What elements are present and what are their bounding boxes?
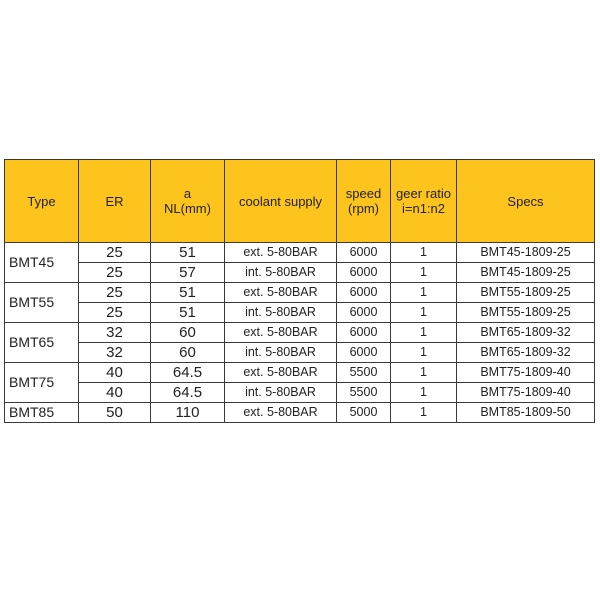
spec-table xyxy=(4,159,595,423)
coolant-cell: int. 5-80BAR xyxy=(225,343,337,363)
nl-cell: 51 xyxy=(151,243,225,263)
er-cell: 32 xyxy=(79,323,151,343)
specs-cell: BMT75-1809-40 xyxy=(457,383,595,403)
header-nl-line2: NL(mm) xyxy=(164,201,211,216)
ratio-cell: 1 xyxy=(391,363,457,383)
header-speed-line2: (rpm) xyxy=(347,201,380,216)
specs-cell: BMT85-1809-50 xyxy=(457,403,595,423)
specs-cell: BMT45-1809-25 xyxy=(457,263,595,283)
speed-cell: 6000 xyxy=(337,323,391,343)
speed-cell: 6000 xyxy=(337,303,391,323)
nl-cell: 64.5 xyxy=(151,383,225,403)
ratio-cell: 1 xyxy=(391,383,457,403)
header-speed-line1: speed xyxy=(345,186,382,201)
coolant-cell: int. 5-80BAR xyxy=(225,303,337,323)
nl-cell: 57 xyxy=(151,263,225,283)
er-cell: 25 xyxy=(79,283,151,303)
er-cell: 40 xyxy=(79,383,151,403)
type-cell: BMT75 xyxy=(5,363,79,403)
speed-cell: 6000 xyxy=(337,283,391,303)
nl-cell: 64.5 xyxy=(151,363,225,383)
header-nl xyxy=(151,160,225,243)
coolant-cell: ext. 5-80BAR xyxy=(225,243,337,263)
table-row xyxy=(5,383,595,403)
specs-cell: BMT55-1809-25 xyxy=(457,283,595,303)
speed-cell: 5000 xyxy=(337,403,391,423)
coolant-cell: ext. 5-80BAR xyxy=(225,363,337,383)
table-row xyxy=(5,303,595,323)
ratio-cell: 1 xyxy=(391,323,457,343)
header-nl-line1: a xyxy=(183,186,192,201)
nl-cell: 51 xyxy=(151,283,225,303)
type-cell: BMT85 xyxy=(5,403,79,423)
nl-cell: 51 xyxy=(151,303,225,323)
table-row xyxy=(5,263,595,283)
er-cell: 50 xyxy=(79,403,151,423)
header-coolant: coolant supply xyxy=(225,160,337,243)
type-cell: BMT55 xyxy=(5,283,79,323)
er-cell: 25 xyxy=(79,263,151,283)
header-speed xyxy=(337,160,391,243)
er-cell: 32 xyxy=(79,343,151,363)
table-row xyxy=(5,243,595,263)
coolant-cell: int. 5-80BAR xyxy=(225,263,337,283)
er-cell: 25 xyxy=(79,303,151,323)
header-ratio-line2: i=n1:n2 xyxy=(401,201,445,216)
header-ratio xyxy=(391,160,457,243)
type-cell: BMT45 xyxy=(5,243,79,283)
speed-cell: 6000 xyxy=(337,263,391,283)
table-row xyxy=(5,343,595,363)
speed-cell: 6000 xyxy=(337,243,391,263)
table-row xyxy=(5,323,595,343)
specs-cell: BMT75-1809-40 xyxy=(457,363,595,383)
header-type: Type xyxy=(5,160,79,243)
speed-cell: 5500 xyxy=(337,383,391,403)
table-row xyxy=(5,363,595,383)
specs-cell: BMT45-1809-25 xyxy=(457,243,595,263)
table-row xyxy=(5,283,595,303)
coolant-cell: ext. 5-80BAR xyxy=(225,283,337,303)
table-row xyxy=(5,403,595,423)
ratio-cell: 1 xyxy=(391,343,457,363)
specs-cell: BMT65-1809-32 xyxy=(457,323,595,343)
coolant-cell: ext. 5-80BAR xyxy=(225,323,337,343)
ratio-cell: 1 xyxy=(391,303,457,323)
ratio-cell: 1 xyxy=(391,263,457,283)
header-er: ER xyxy=(79,160,151,243)
nl-cell: 110 xyxy=(151,403,225,423)
specs-cell: BMT55-1809-25 xyxy=(457,303,595,323)
coolant-cell: int. 5-80BAR xyxy=(225,383,337,403)
ratio-cell: 1 xyxy=(391,403,457,423)
coolant-cell: ext. 5-80BAR xyxy=(225,403,337,423)
ratio-cell: 1 xyxy=(391,243,457,263)
nl-cell: 60 xyxy=(151,323,225,343)
header-row xyxy=(5,160,595,243)
speed-cell: 6000 xyxy=(337,343,391,363)
header-specs: Specs xyxy=(457,160,595,243)
er-cell: 40 xyxy=(79,363,151,383)
er-cell: 25 xyxy=(79,243,151,263)
header-ratio-line1: geer ratio xyxy=(396,186,451,201)
nl-cell: 60 xyxy=(151,343,225,363)
speed-cell: 5500 xyxy=(337,363,391,383)
type-cell: BMT65 xyxy=(5,323,79,363)
ratio-cell: 1 xyxy=(391,283,457,303)
specs-cell: BMT65-1809-32 xyxy=(457,343,595,363)
